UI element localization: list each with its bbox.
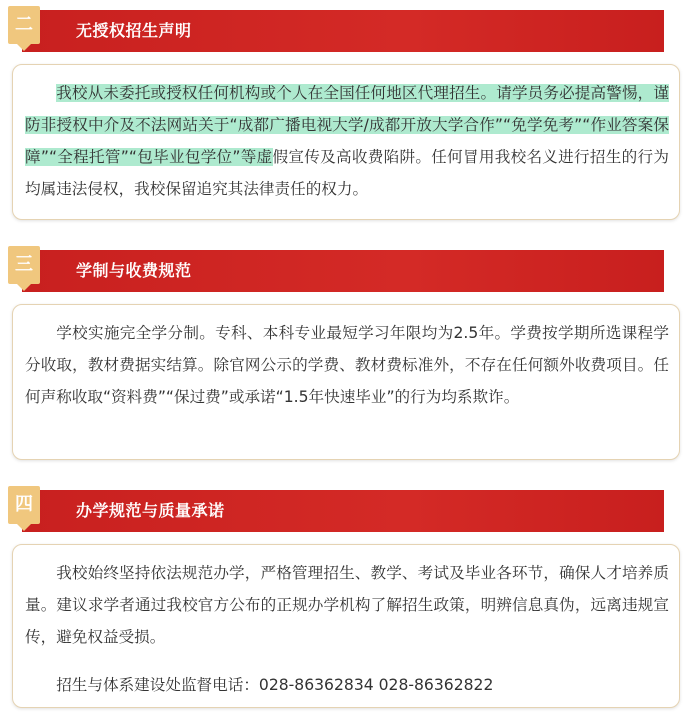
section-paragraph: 我校始终坚持依法规范办学，严格管理招生、教学、考试及毕业各环节，确保人才培养质量。建议求学者通过我校官方公布的正规办学机构了解招生政策，明辨信息真伪，远离违规宣传，避免权益受损。 [25,564,669,646]
section-card [12,544,680,708]
section-number-badge [8,246,40,284]
section-banner [22,490,664,532]
section-number: 四 [15,494,33,515]
section-card [12,64,680,220]
section-title: 无授权招生声明 [76,21,192,40]
section-number: 二 [15,14,33,35]
paragraph-text: 假宣传及高收费陷阱。任何冒用我校名义进行招生的行为均属违法侵权，我校保留追究其法律责任的权力。 [25,148,669,198]
section-banner [22,250,664,292]
section-banner [22,10,664,52]
section-number: 三 [15,254,33,275]
section-paragraph: 学校实施完全学分制。专科、本科专业最短学习年限均为2.5年。学费按学期所选课程学分收取，教材费据实结算。除官网公示的学费、教材费标准外，不存在任何额外收费项目。任何声称收取“资料费”“保过费”或承诺“1.5年快速毕业”的行为均系欺诈。 [25,324,669,406]
section-title: 办学规范与质量承诺 [76,501,225,520]
section-card [12,304,680,460]
supervision-hotline: 招生与体系建设处监督电话：028-86362834 028-86362822 [56,676,494,694]
section-paragraph [25,77,669,205]
highlighted-text: 我校从未委托或授权任何机构或个人在全国任何地区代理招生。请学员务必提高警惕，谨防非授权中介及不法网站关于“成都广播电视大学/成都开放大学合作”“免学免考”“作业答案保障”“全程托管”“包毕业包学位”等虚 [25,84,669,166]
section-title: 学制与收费规范 [76,261,192,280]
section-number-badge [8,486,40,524]
section-number-badge [8,6,40,44]
